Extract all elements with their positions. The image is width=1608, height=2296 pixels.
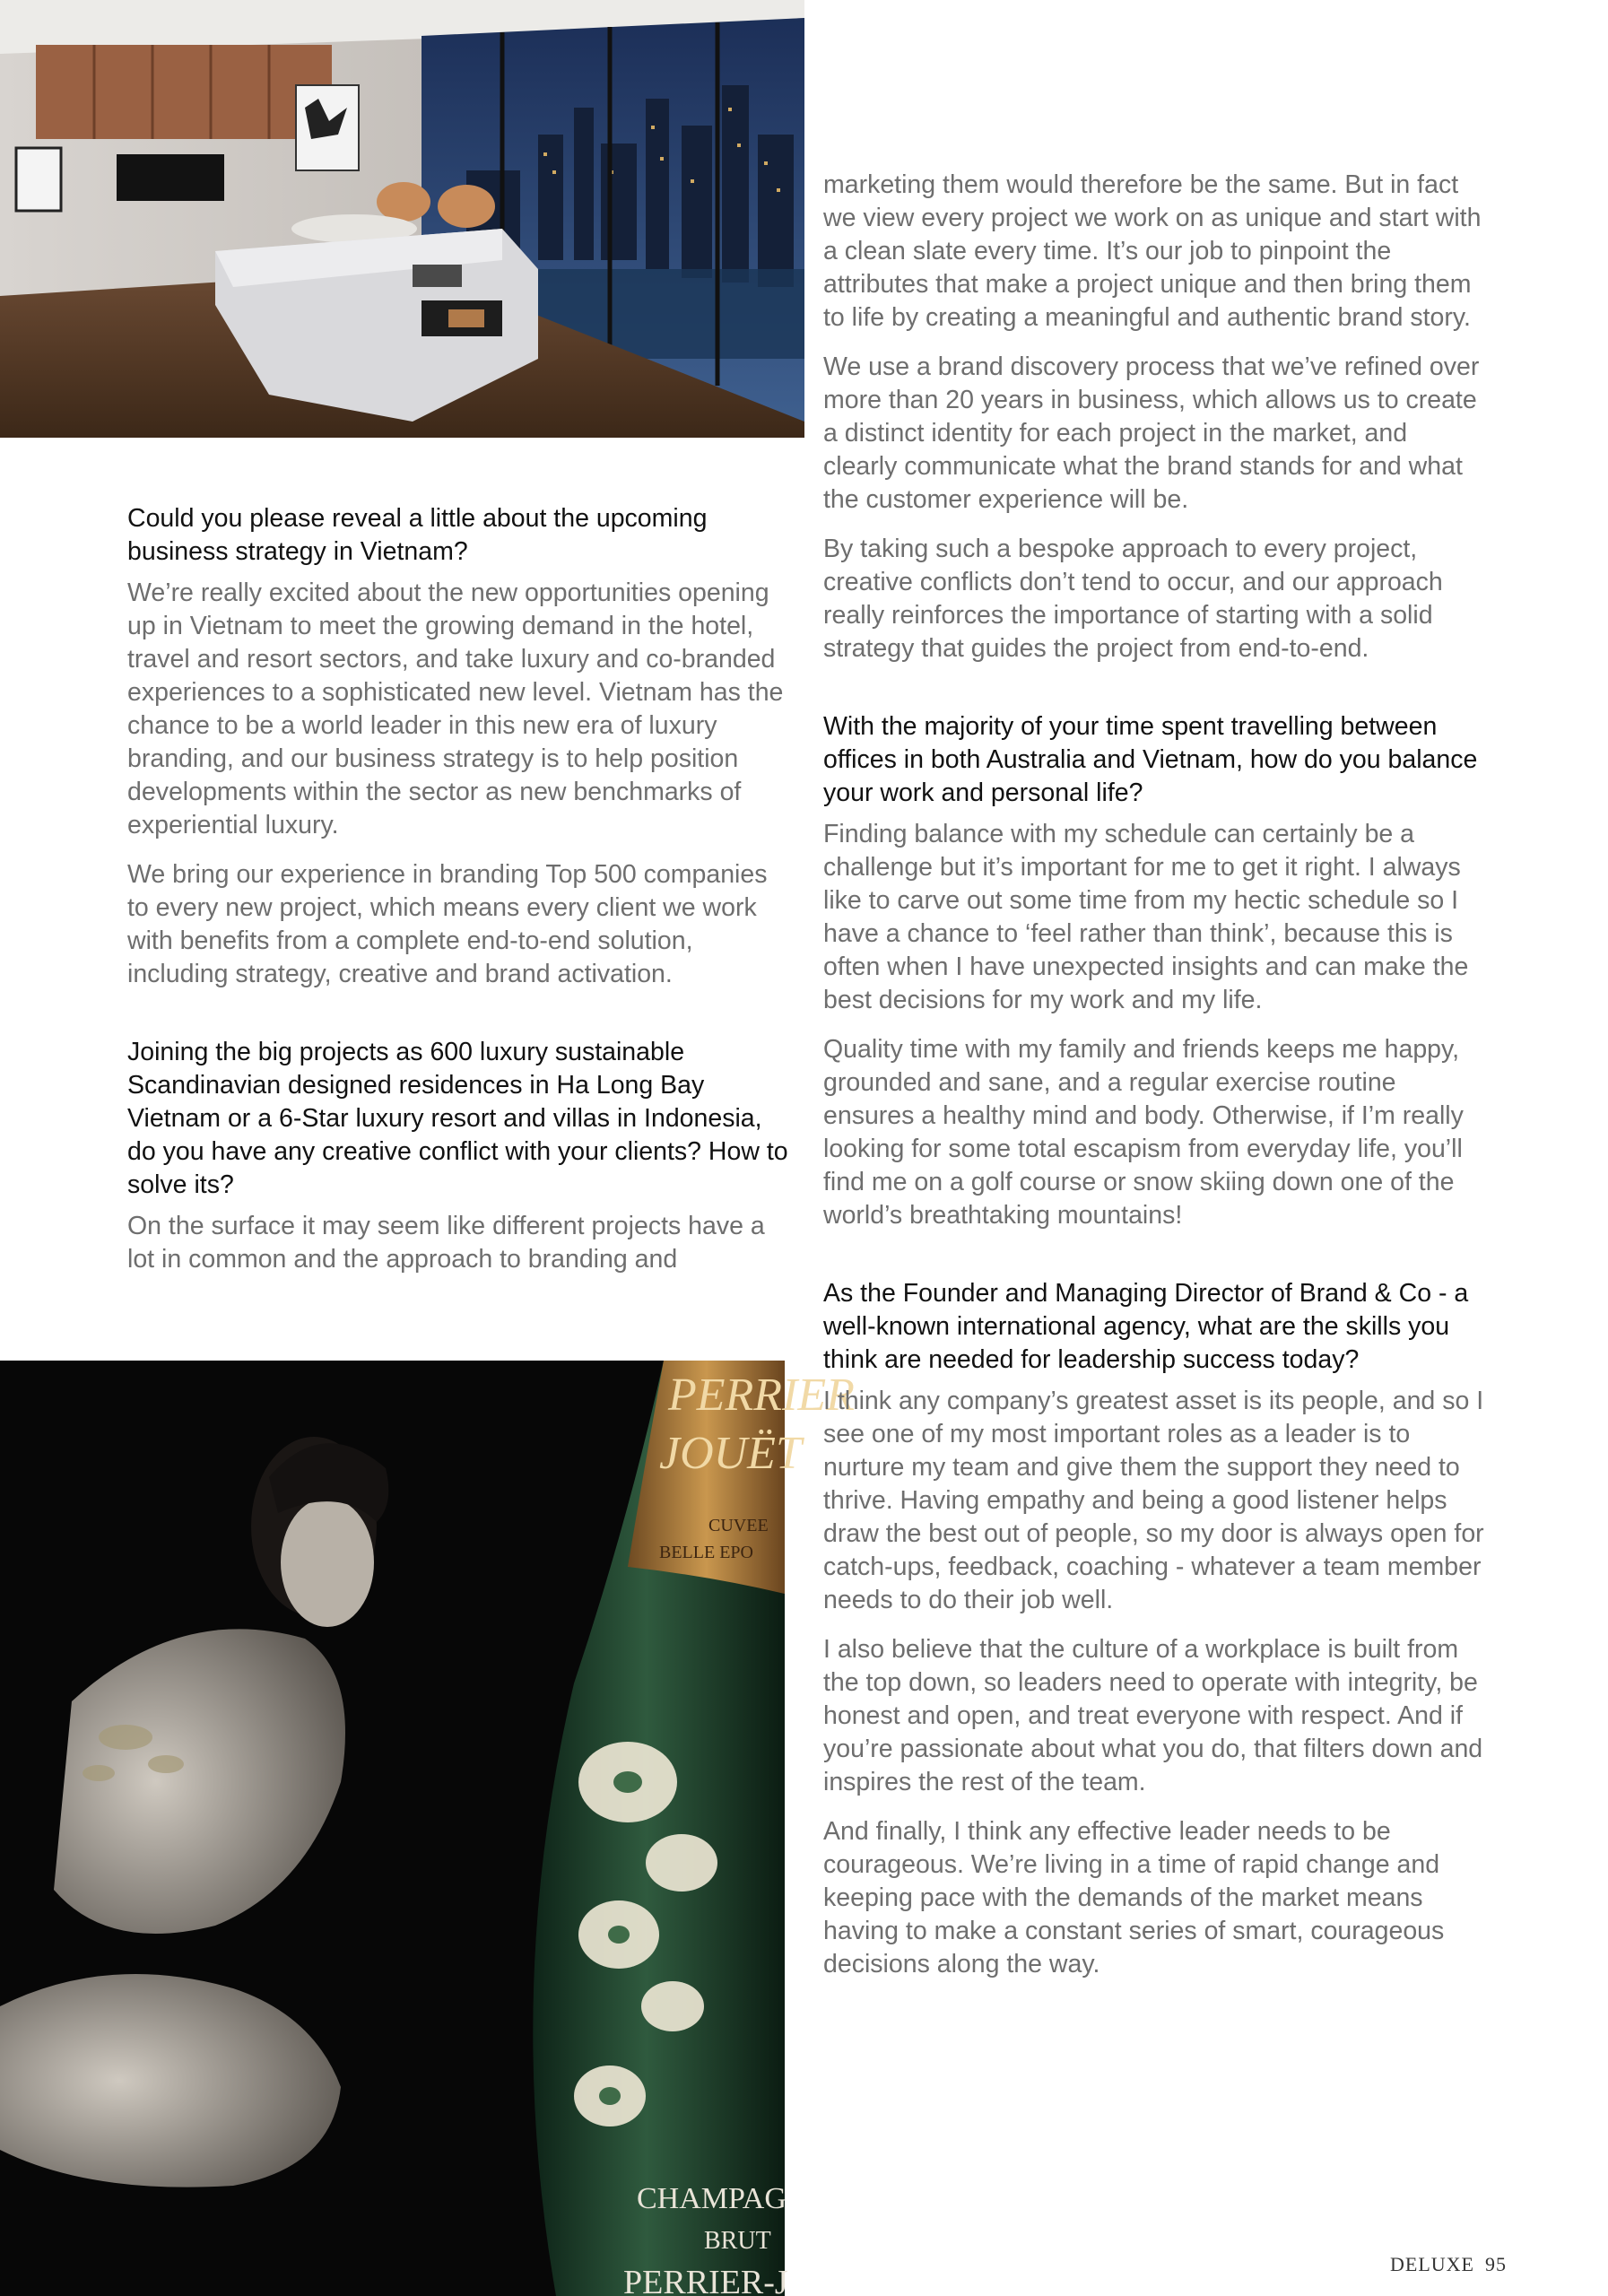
- interior-photo: [0, 0, 804, 438]
- question-work-life-balance: With the majority of your time spent travelling between offices in both Australia and Vietnam, how do you balance your work and personal life?: [823, 712, 1478, 807]
- bottle-brand-bottom: PERRIER-J: [623, 2264, 788, 2296]
- magazine-name: DELUXE: [1390, 2253, 1474, 2275]
- page-footer: [1390, 2253, 1507, 2276]
- answer-paragraph: We’re really excited about the new opportunities opening up in Vietnam to meet the growing demand in the hotel, travel and resort sectors, and take luxury and co-branded experiences to a sophisticated new level. Vietnam has the chance to be a world leader in this new era of luxury branding, and our business strategy is to help position developments within the sector as new benchmarks of experiential luxury.: [127, 578, 784, 839]
- answer-paragraph: Finding balance with my schedule can certainly be a challenge but it’s important for me to get it right. I always like to carve out some time from my hectic schedule so I have a chance to ‘feel rather than think’, because this is often when I have unexpected insights and can make the best decisions for my work and my life.: [823, 820, 1469, 1014]
- interior-illustration: [0, 0, 804, 438]
- answer-paragraph: On the surface it may seem like different projects have a lot in common and the approach to branding and: [127, 1212, 765, 1274]
- question-business-strategy: Could you please reveal a little about the upcoming business strategy in Vietnam?: [127, 504, 708, 566]
- page-number: 95: [1484, 2253, 1507, 2275]
- bottle-brand-top: PERRIER: [668, 1370, 855, 1421]
- answer-paragraph: I also believe that the culture of a workplace is built from the top down, so leaders need to operate with integrity, be honest and open, and treat everyone with respect. And if you’re passionate about what you do, that filters down and inspires the rest of the team.: [823, 1635, 1483, 1796]
- bottle-brut: BRUT: [704, 2227, 771, 2255]
- right-column: [823, 169, 1487, 1997]
- answer-paragraph: We use a brand discovery process that we’ve refined over more than 20 years in business, which allows us to create a distinct identity for each project in the market, and clearly communicate what the brand stands for and what the customer experience will be.: [823, 352, 1480, 514]
- question-leadership-skills: As the Founder and Managing Director of Brand & Co - a well-known international agency, what are the skills you think are needed for leadership success today?: [823, 1279, 1469, 1374]
- champagne-photo: [0, 1361, 855, 2296]
- bottle-champagne: CHAMPAG: [637, 2182, 787, 2215]
- answer-paragraph: And finally, I think any effective leader needs to be courageous. We’re living in a time of rapid change and keeping pace with the demands of the market means having to make a constant series of smart, courageous decisions along the way.: [823, 1817, 1445, 1979]
- question-creative-conflict: Joining the big projects as 600 luxury sustainable Scandinavian designed residences in Ha Long Bay Vietnam or a 6-Star luxury resort and villas in Indonesia, do you have any creative conflict with your clients? How to solve its?: [127, 1038, 788, 1199]
- bottle-cuvee-2: BELLE EPO: [659, 1543, 753, 1562]
- answer-paragraph: I think any company’s greatest asset is its people, and so I see one of my most important roles as a leader is to nurture my team and give them the support they need to thrive. Having empathy and being a good listener helps draw the best out of people, so my door is always open for catch-ups, feedback, coaching - whatever a team member needs to do their job well.: [823, 1387, 1484, 1614]
- champagne-illustration: [0, 1361, 855, 2296]
- answer-paragraph: Quality time with my family and friends keeps me happy, grounded and sane, and a regular exercise routine ensures a healthy mind and body. Otherwise, if I’m really looking for some total escapism from everyday life, you’ll find me on a golf course or snow skiing down one of the world’s breathtaking mountains!: [823, 1035, 1464, 1230]
- bottle-brand-mid: JOUËT: [659, 1428, 802, 1479]
- answer-paragraph: By taking such a bespoke approach to every project, creative conflicts don’t tend to occur, and our approach really reinforces the importance of starting with a solid strategy that guides the project from end-to-end.: [823, 535, 1443, 663]
- answer-paragraph: marketing them would therefore be the same. But in fact we view every project we work on as unique and start with a clean slate every time. It’s our job to pinpoint the attributes that make a project unique and then bring them to life by creating a meaningful and authentic brand story.: [823, 170, 1482, 332]
- left-column: [127, 502, 791, 1292]
- bottle-cuvee-1: CUVEE: [708, 1516, 769, 1535]
- answer-paragraph: We bring our experience in branding Top 500 companies to every new project, which means every client we work with benefits from a complete end-to-end solution, including strategy, creative and brand activation.: [127, 860, 768, 988]
